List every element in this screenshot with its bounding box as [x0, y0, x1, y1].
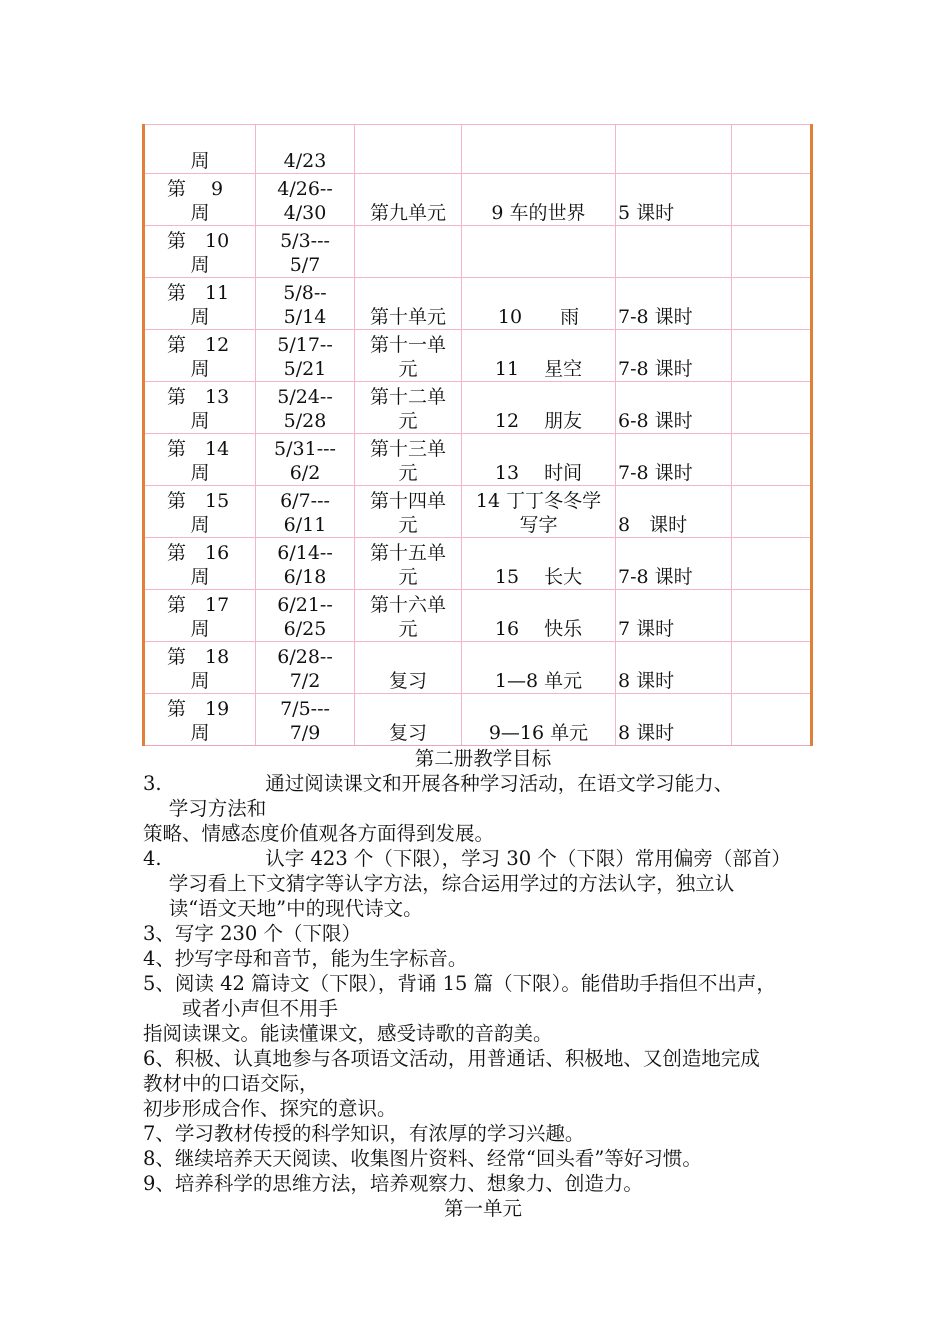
lesson-cell-line: 11 星空 [494, 358, 583, 380]
goal-line: 学习方法和 [143, 797, 267, 820]
lesson-cell-line [462, 281, 615, 305]
lesson-cell [462, 694, 616, 746]
date-cell-line: 5/7 [289, 254, 321, 276]
table-row [144, 590, 812, 642]
unit-cell [355, 434, 462, 486]
table-row [144, 382, 812, 434]
goals-title: 第二册教学目标 [414, 747, 552, 770]
hours-cell-line [618, 593, 731, 617]
hours-cell-line: 7 课时 [618, 618, 675, 640]
unit-cell-line: 第十三单 [369, 438, 446, 460]
goal-line: 9、培养科学的思维方法，培养观察力、想象力、创造力。 [143, 1172, 643, 1195]
week-cell [144, 486, 256, 538]
week-cell-line: 周 [190, 670, 210, 692]
lesson-cell-line: 9—16 单元 [488, 722, 589, 744]
date-cell-line: 5/8-- [283, 282, 327, 304]
date-cell [256, 590, 355, 642]
unit-cell [355, 590, 462, 642]
hours-cell-line [618, 385, 731, 409]
date-cell-line: 7/5--- [280, 698, 330, 720]
week-cell-line: 第 18 [167, 646, 230, 668]
goal-line: 6、积极、认真地参与各项语文活动，用普通话、积极地、又创造地完成 [143, 1047, 760, 1070]
week-cell [144, 590, 256, 642]
next-section-heading: 第一单元 [443, 1197, 522, 1220]
schedule-table-body [144, 125, 812, 746]
notes-cell [732, 694, 812, 746]
unit-cell-line [355, 125, 461, 149]
unit-cell-line [355, 697, 461, 721]
goal-line: 3. 通过阅读课文和开展各种学习活动，在语文学习能力、 [143, 772, 734, 795]
goal-line: 初步形成合作、探究的意识。 [143, 1097, 397, 1120]
date-cell [256, 125, 355, 174]
date-cell-line: 4/26-- [277, 178, 333, 200]
hours-cell-line: 8 课时 [618, 514, 688, 536]
unit-cell-line: 元 [398, 358, 418, 380]
week-cell-line: 周 [190, 618, 210, 640]
lesson-cell-line: 9 车的世界 [491, 202, 586, 224]
table-row [144, 125, 812, 174]
goal-line: 指阅读课文。能读懂课文，感受诗歌的音韵美。 [143, 1022, 553, 1045]
unit-cell [355, 125, 462, 174]
hours-cell [616, 590, 732, 642]
date-cell [256, 330, 355, 382]
week-cell-line: 第 13 [167, 386, 230, 408]
lesson-cell-line [462, 697, 615, 721]
unit-cell-line: 元 [398, 514, 418, 536]
week-cell-line: 周 [190, 722, 210, 744]
notes-cell [732, 226, 812, 278]
notes-cell [732, 174, 812, 226]
hours-cell-line: 7-8 课时 [618, 358, 693, 380]
unit-cell [355, 330, 462, 382]
unit-cell-line: 元 [398, 566, 418, 588]
date-cell-line: 6/18 [283, 566, 327, 588]
hours-cell-line [618, 229, 731, 253]
lesson-cell-line [462, 385, 615, 409]
unit-cell-line: 元 [398, 618, 418, 640]
unit-cell-line [355, 253, 461, 277]
lesson-cell [462, 174, 616, 226]
hours-cell [616, 125, 732, 174]
hours-cell-line [618, 125, 731, 149]
lesson-cell-line [462, 437, 615, 461]
week-cell-line: 周 [190, 254, 210, 276]
hours-cell-line [618, 177, 731, 201]
hours-cell [616, 434, 732, 486]
notes-cell [732, 330, 812, 382]
week-cell-line: 第 17 [167, 594, 230, 616]
unit-cell-line: 第十二单 [369, 386, 446, 408]
hours-cell [616, 174, 732, 226]
hours-cell-line [618, 489, 731, 513]
unit-cell [355, 694, 462, 746]
week-cell [144, 174, 256, 226]
date-cell-line: 5/24-- [277, 386, 333, 408]
hours-cell-line [618, 253, 731, 277]
week-cell-line: 周 [190, 566, 210, 588]
date-cell [256, 382, 355, 434]
week-cell-line: 周 [190, 514, 210, 536]
hours-cell [616, 330, 732, 382]
week-cell-line: 周 [190, 410, 210, 432]
lesson-cell-line: 1—8 单元 [494, 670, 583, 692]
table-row [144, 174, 812, 226]
lesson-cell [462, 382, 616, 434]
lesson-cell [462, 538, 616, 590]
date-cell-line [256, 125, 354, 149]
unit-cell [355, 278, 462, 330]
date-cell [256, 538, 355, 590]
notes-cell [732, 486, 812, 538]
hours-cell-line: 8 课时 [618, 670, 675, 692]
unit-cell [355, 174, 462, 226]
teaching-goals-section [143, 746, 823, 1221]
week-cell-line: 周 [190, 150, 210, 172]
table-row [144, 330, 812, 382]
table-row [144, 434, 812, 486]
unit-cell [355, 382, 462, 434]
week-cell-line: 第 9 [167, 178, 224, 200]
week-cell-line: 第 15 [167, 490, 230, 512]
date-cell-line: 7/9 [289, 722, 321, 744]
unit-cell-line [355, 281, 461, 305]
lesson-cell-line: 14 丁丁冬冬学 [475, 490, 602, 512]
goal-line: 8、继续培养天天阅读、收集图片资料、经常“回头看”等好习惯。 [143, 1147, 702, 1170]
lesson-cell-line [462, 253, 615, 277]
hours-cell [616, 486, 732, 538]
unit-cell [355, 226, 462, 278]
goal-line: 教材中的口语交际， [143, 1072, 319, 1095]
hours-cell [616, 278, 732, 330]
unit-cell [355, 486, 462, 538]
week-cell-line: 第 19 [167, 698, 230, 720]
date-cell-line: 5/14 [283, 306, 327, 328]
goal-line: 4. 认字 423 个（下限），学习 30 个（下限）常用偏旁（部首） [143, 847, 791, 870]
hours-cell-line: 6-8 课时 [618, 410, 693, 432]
lesson-cell-line [462, 333, 615, 357]
date-cell-line: 6/14-- [277, 542, 333, 564]
week-cell-line: 周 [190, 462, 210, 484]
date-cell-line: 4/30 [283, 202, 327, 224]
notes-cell [732, 642, 812, 694]
date-cell-line: 6/7--- [280, 490, 330, 512]
week-cell-line: 第 14 [167, 438, 230, 460]
hours-cell-line [618, 541, 731, 565]
goal-line: 3、写字 230 个（下限） [143, 922, 362, 945]
table-row [144, 538, 812, 590]
hours-cell [616, 382, 732, 434]
hours-cell-line [618, 437, 731, 461]
hours-cell [616, 694, 732, 746]
date-cell [256, 434, 355, 486]
lesson-cell-line [462, 177, 615, 201]
unit-cell-line: 第十一单 [369, 334, 446, 356]
unit-cell-line: 复习 [388, 722, 427, 744]
notes-cell [732, 538, 812, 590]
hours-cell [616, 538, 732, 590]
lesson-cell-line [462, 229, 615, 253]
hours-cell-line [618, 281, 731, 305]
date-cell [256, 642, 355, 694]
lesson-cell [462, 590, 616, 642]
hours-cell-line: 8 课时 [618, 722, 675, 744]
schedule-table [142, 124, 813, 746]
lesson-cell-line: 16 快乐 [494, 618, 583, 640]
lesson-cell [462, 278, 616, 330]
week-cell [144, 538, 256, 590]
unit-cell-line: 第九单元 [369, 202, 446, 224]
lesson-cell [462, 125, 616, 174]
lesson-cell-line [462, 149, 615, 173]
lesson-cell [462, 226, 616, 278]
date-cell-line: 6/11 [283, 514, 327, 536]
hours-cell-line [618, 149, 731, 173]
hours-cell-line [618, 645, 731, 669]
unit-cell-line: 复习 [388, 670, 427, 692]
hours-cell-line: 7-8 课时 [618, 306, 693, 328]
unit-cell-line [355, 149, 461, 173]
lesson-cell [462, 330, 616, 382]
goal-line: 7、学习教材传授的科学知识，有浓厚的学习兴趣。 [143, 1122, 585, 1145]
notes-cell [732, 125, 812, 174]
date-cell-line: 5/31--- [274, 438, 336, 460]
date-cell [256, 174, 355, 226]
week-cell [144, 382, 256, 434]
lesson-cell [462, 486, 616, 538]
goals-list [143, 771, 823, 1196]
goal-line: 学习看上下文猜字等认字方法，综合运用学过的方法认字，独立认 [143, 872, 735, 895]
goal-line: 4、抄写字母和音节，能为生字标音。 [143, 947, 468, 970]
table-row [144, 642, 812, 694]
table-row [144, 486, 812, 538]
goal-line: 或者小声但不用手 [143, 997, 339, 1020]
week-cell-line: 第 11 [167, 282, 230, 304]
date-cell-line: 6/21-- [277, 594, 333, 616]
lesson-cell-line [462, 541, 615, 565]
unit-cell-line [355, 645, 461, 669]
unit-cell-line: 元 [398, 462, 418, 484]
week-cell [144, 434, 256, 486]
lesson-cell-line: 15 长大 [494, 566, 583, 588]
notes-cell [732, 382, 812, 434]
week-cell-line [145, 125, 255, 149]
date-cell-line: 6/28-- [277, 646, 333, 668]
week-cell-line: 第 16 [167, 542, 230, 564]
lesson-cell-line: 写字 [519, 514, 558, 536]
goal-line: 5、阅读 42 篇诗文（下限），背诵 15 篇（下限）。能借助手指但不出声， [143, 972, 776, 995]
unit-cell [355, 642, 462, 694]
hours-cell [616, 226, 732, 278]
lesson-cell-line: 13 时间 [494, 462, 583, 484]
unit-cell-line: 第十五单 [369, 542, 446, 564]
notes-cell [732, 278, 812, 330]
week-cell [144, 694, 256, 746]
goal-line: 读“语文天地”中的现代诗文。 [143, 897, 423, 920]
date-cell [256, 226, 355, 278]
unit-cell-line: 元 [398, 410, 418, 432]
week-cell [144, 642, 256, 694]
week-cell-line: 周 [190, 202, 210, 224]
week-cell-line: 周 [190, 306, 210, 328]
lesson-cell [462, 642, 616, 694]
unit-cell-line [355, 229, 461, 253]
table-row [144, 694, 812, 746]
hours-cell-line: 5 课时 [618, 202, 675, 224]
date-cell-line: 4/23 [283, 150, 327, 172]
table-row [144, 278, 812, 330]
lesson-cell-line [462, 125, 615, 149]
unit-cell-line: 第十六单 [369, 594, 446, 616]
date-cell-line: 7/2 [289, 670, 321, 692]
table-row [144, 226, 812, 278]
date-cell-line: 5/17-- [277, 334, 333, 356]
date-cell [256, 486, 355, 538]
notes-cell [732, 590, 812, 642]
goal-line: 策略、情感态度价值观各方面得到发展。 [143, 822, 495, 845]
hours-cell-line [618, 333, 731, 357]
lesson-cell-line: 10 雨 [497, 306, 580, 328]
week-cell [144, 226, 256, 278]
week-cell [144, 125, 256, 174]
lesson-cell-line: 12 朋友 [494, 410, 583, 432]
unit-cell-line: 第十四单 [369, 490, 446, 512]
hours-cell [616, 642, 732, 694]
unit-cell [355, 538, 462, 590]
lesson-cell-line [462, 593, 615, 617]
date-cell-line: 6/25 [283, 618, 327, 640]
hours-cell-line: 7-8 课时 [618, 462, 693, 484]
hours-cell-line: 7-8 课时 [618, 566, 693, 588]
week-cell-line: 周 [190, 358, 210, 380]
date-cell-line: 5/21 [283, 358, 327, 380]
week-cell-line: 第 10 [167, 230, 230, 252]
lesson-cell [462, 434, 616, 486]
lesson-cell-line [462, 645, 615, 669]
date-cell-line: 5/3--- [280, 230, 330, 252]
week-cell-line: 第 12 [167, 334, 230, 356]
unit-cell-line: 第十单元 [369, 306, 446, 328]
date-cell-line: 6/2 [289, 462, 321, 484]
unit-cell-line [355, 177, 461, 201]
date-cell-line: 5/28 [283, 410, 327, 432]
date-cell [256, 278, 355, 330]
date-cell [256, 694, 355, 746]
hours-cell-line [618, 697, 731, 721]
week-cell [144, 330, 256, 382]
week-cell [144, 278, 256, 330]
notes-cell [732, 434, 812, 486]
